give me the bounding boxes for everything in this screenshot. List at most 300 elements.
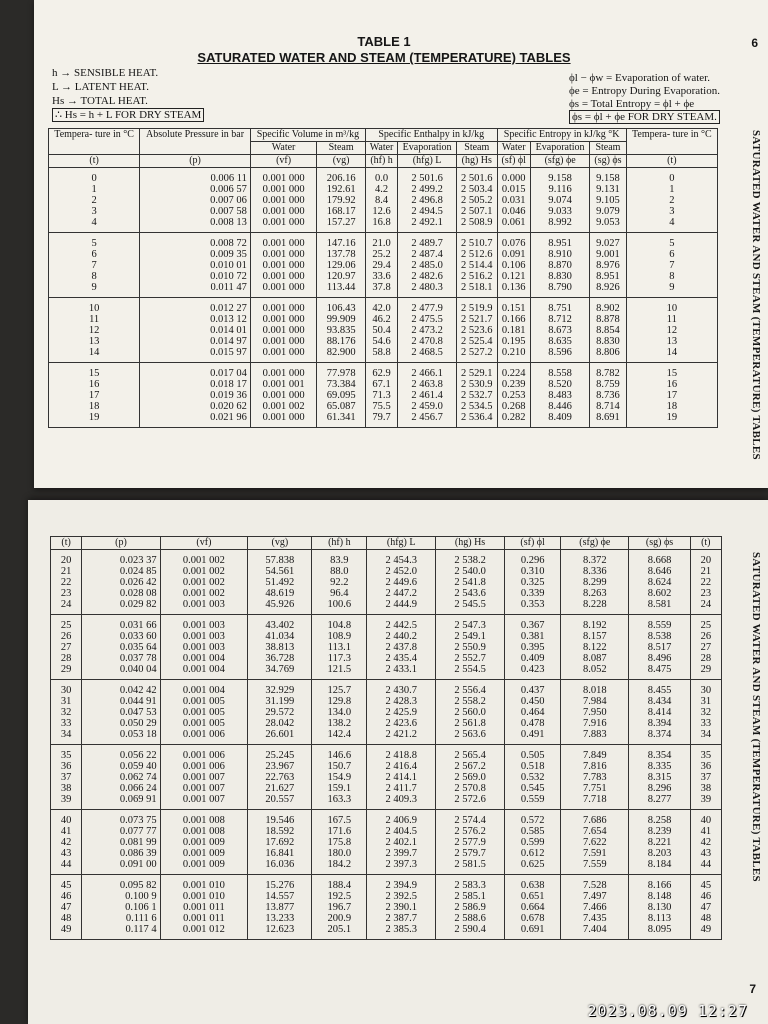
cell-t: 11 <box>49 314 140 325</box>
cell-sg: 8.581 <box>629 599 690 615</box>
cell-vf: 0.001 004 <box>160 664 248 680</box>
cell-sfg: 8.790 <box>530 282 589 298</box>
cell-sf: 0.409 <box>505 653 561 664</box>
cell-sfg: 7.622 <box>561 837 629 848</box>
cell-hf: 0.0 <box>365 168 397 185</box>
cell-sg: 8.315 <box>629 772 690 783</box>
cell-t: 24 <box>51 599 82 615</box>
cell-sg: 8.624 <box>629 577 690 588</box>
table-row <box>51 826 722 837</box>
cell-hg: 2 523.6 <box>457 325 498 336</box>
cell-vg: 192.61 <box>317 184 366 195</box>
cell-sfg: 8.122 <box>561 642 629 653</box>
cell-t: 39 <box>51 794 82 810</box>
cell-sfg: 8.870 <box>530 260 589 271</box>
row-group <box>51 680 722 745</box>
side-title-top: SATURATED WATER AND STEAM (TEMPERATURE) TABLES <box>750 130 762 460</box>
header-sym-hf: (hf) h <box>312 537 367 550</box>
cell-t-right: 38 <box>690 783 721 794</box>
table-row <box>51 718 722 729</box>
cell-p: 0.069 91 <box>82 794 160 810</box>
table-row <box>51 859 722 875</box>
cell-hf: 150.7 <box>312 761 367 772</box>
cell-t-right: 14 <box>626 347 717 363</box>
cell-hfg: 2 390.1 <box>367 902 436 913</box>
cell-t-right: 22 <box>690 577 721 588</box>
cell-sg: 8.277 <box>629 794 690 810</box>
cell-hf: 37.8 <box>365 282 397 298</box>
cell-vg: 34.769 <box>248 664 312 680</box>
cell-p: 0.053 18 <box>82 729 160 745</box>
table-row <box>49 325 718 336</box>
cell-vg: 32.929 <box>248 680 312 697</box>
cell-sg: 8.414 <box>629 707 690 718</box>
cell-vg: 137.78 <box>317 249 366 260</box>
cell-vg: 113.44 <box>317 282 366 298</box>
cell-hg: 2 577.9 <box>436 837 505 848</box>
cell-hfg: 2 447.2 <box>367 588 436 599</box>
cell-vf: 0.001 010 <box>160 875 248 892</box>
cell-vg: 57.838 <box>248 550 312 567</box>
cell-sf: 0.625 <box>505 859 561 875</box>
cell-hg: 2 521.7 <box>457 314 498 325</box>
header-evaporation: Evaporation <box>530 142 589 155</box>
cell-vg: 31.199 <box>248 696 312 707</box>
cell-vg: 147.16 <box>317 233 366 250</box>
cell-hg: 2 505.2 <box>457 195 498 206</box>
cell-hfg: 2 402.1 <box>367 837 436 848</box>
cell-sg: 9.079 <box>590 206 626 217</box>
cell-vg: 13.877 <box>248 902 312 913</box>
cell-sf: 0.559 <box>505 794 561 810</box>
cell-t: 9 <box>49 282 140 298</box>
cell-sg: 8.166 <box>629 875 690 892</box>
table-row <box>51 588 722 599</box>
cell-sf: 0.545 <box>505 783 561 794</box>
table-row <box>51 875 722 892</box>
cell-sf: 0.166 <box>497 314 530 325</box>
cell-t: 2 <box>49 195 140 206</box>
cell-sfg: 8.446 <box>530 401 589 412</box>
cell-sfg: 8.910 <box>530 249 589 260</box>
cell-sf: 0.599 <box>505 837 561 848</box>
cell-vg: 21.627 <box>248 783 312 794</box>
cell-vf: 0.001 004 <box>160 653 248 664</box>
cell-hfg: 2 456.7 <box>398 412 457 428</box>
table-row <box>49 347 718 363</box>
cell-sfg: 7.528 <box>561 875 629 892</box>
table-row <box>51 783 722 794</box>
cell-t-right: 32 <box>690 707 721 718</box>
cell-vf: 0.001 009 <box>160 859 248 875</box>
cell-sf: 0.423 <box>505 664 561 680</box>
table-row <box>49 336 718 347</box>
row-group <box>49 233 718 298</box>
table-row <box>51 550 722 567</box>
cell-sfg: 7.751 <box>561 783 629 794</box>
cell-t: 19 <box>49 412 140 428</box>
cell-hf: 146.6 <box>312 745 367 762</box>
cell-p: 0.021 96 <box>140 412 251 428</box>
cell-hf: 121.5 <box>312 664 367 680</box>
cell-vg: 16.841 <box>248 848 312 859</box>
header-sym-sf: (sf) ϕl <box>497 155 530 168</box>
cell-sf: 0.061 <box>497 217 530 233</box>
cell-hfg: 2 482.6 <box>398 271 457 282</box>
header-sym-t-right: (t) <box>690 537 721 550</box>
cell-hf: 180.0 <box>312 848 367 859</box>
cell-sfg: 8.992 <box>530 217 589 233</box>
cell-sfg: 7.783 <box>561 772 629 783</box>
cell-sg: 8.559 <box>629 615 690 632</box>
cell-hf: 125.7 <box>312 680 367 697</box>
cell-p: 0.011 47 <box>140 282 251 298</box>
legend-line: ϕe = Entropy During Evaporation. <box>569 85 720 97</box>
cell-sf: 0.195 <box>497 336 530 347</box>
cell-vf: 0.001 000 <box>250 412 316 428</box>
cell-sfg: 8.520 <box>530 379 589 390</box>
cell-sg: 8.806 <box>590 347 626 363</box>
cell-hg: 2 567.2 <box>436 761 505 772</box>
cell-t-right: 37 <box>690 772 721 783</box>
table-row <box>49 233 718 250</box>
cell-sf: 0.106 <box>497 260 530 271</box>
row-group <box>51 875 722 940</box>
cell-vg: 15.276 <box>248 875 312 892</box>
legend-line: L → LATENT HEAT. <box>52 81 149 93</box>
side-title-bottom: SATURATED WATER AND STEAM (TEMPERATURE) TABLES <box>750 552 762 882</box>
cell-sg: 8.668 <box>629 550 690 567</box>
cell-sfg: 7.950 <box>561 707 629 718</box>
cell-vf: 0.001 004 <box>160 680 248 697</box>
cell-sg: 8.902 <box>590 298 626 315</box>
table-row <box>51 707 722 718</box>
cell-sg: 8.239 <box>629 826 690 837</box>
cell-vf: 0.001 000 <box>250 184 316 195</box>
cell-vf: 0.001 000 <box>250 195 316 206</box>
cell-sf: 0.325 <box>505 577 561 588</box>
cell-hg: 2 508.9 <box>457 217 498 233</box>
cell-t: 31 <box>51 696 82 707</box>
table-row <box>51 566 722 577</box>
cell-t-right: 47 <box>690 902 721 913</box>
cell-hfg: 2 392.5 <box>367 891 436 902</box>
cell-p: 0.014 01 <box>140 325 251 336</box>
header-sym-hf: (hf) h <box>365 155 397 168</box>
header-sym-vg: (vg) <box>248 537 312 550</box>
cell-vg: 51.492 <box>248 577 312 588</box>
cell-sf: 0.339 <box>505 588 561 599</box>
header-sym-hfg: (hfg) L <box>367 537 436 550</box>
cell-vf: 0.001 002 <box>160 550 248 567</box>
cell-hg: 2 563.6 <box>436 729 505 745</box>
cell-hg: 2 565.4 <box>436 745 505 762</box>
cell-vf: 0.001 003 <box>160 599 248 615</box>
cell-sfg: 8.830 <box>530 271 589 282</box>
steam-table-top <box>48 128 718 428</box>
table-row <box>51 599 722 615</box>
cell-hg: 2 569.0 <box>436 772 505 783</box>
cell-hfg: 2 437.8 <box>367 642 436 653</box>
cell-t-right: 48 <box>690 913 721 924</box>
cell-vg: 17.692 <box>248 837 312 848</box>
cell-vg: 45.926 <box>248 599 312 615</box>
cell-sf: 0.310 <box>505 566 561 577</box>
cell-vg: 48.619 <box>248 588 312 599</box>
cell-vf: 0.001 005 <box>160 718 248 729</box>
cell-p: 0.033 60 <box>82 631 160 642</box>
cell-hf: 138.2 <box>312 718 367 729</box>
header-sym-p: (p) <box>140 155 251 168</box>
cell-sfg: 8.263 <box>561 588 629 599</box>
cell-vg: 61.341 <box>317 412 366 428</box>
cell-sfg: 7.816 <box>561 761 629 772</box>
cell-hfg: 2 480.3 <box>398 282 457 298</box>
cell-t-right: 16 <box>626 379 717 390</box>
cell-sg: 9.001 <box>590 249 626 260</box>
cell-p: 0.086 39 <box>82 848 160 859</box>
cell-sfg: 7.849 <box>561 745 629 762</box>
cell-p: 0.077 77 <box>82 826 160 837</box>
cell-t-right: 24 <box>690 599 721 615</box>
cell-hg: 2 558.2 <box>436 696 505 707</box>
cell-sfg: 7.718 <box>561 794 629 810</box>
cell-sg: 8.296 <box>629 783 690 794</box>
cell-hfg: 2 414.1 <box>367 772 436 783</box>
header-sym-sg: (sg) ϕs <box>629 537 690 550</box>
cell-p: 0.020 62 <box>140 401 251 412</box>
cell-sf: 0.091 <box>497 249 530 260</box>
cell-vf: 0.001 002 <box>160 566 248 577</box>
cell-sfg: 7.591 <box>561 848 629 859</box>
cell-sfg: 7.654 <box>561 826 629 837</box>
cell-p: 0.024 85 <box>82 566 160 577</box>
cell-sfg: 8.336 <box>561 566 629 577</box>
table-row <box>49 260 718 271</box>
cell-sfg: 7.466 <box>561 902 629 913</box>
cell-vg: 19.546 <box>248 810 312 827</box>
header-sym-sf: (sf) ϕl <box>505 537 561 550</box>
cell-sf: 0.518 <box>505 761 561 772</box>
row-group <box>49 363 718 428</box>
cell-hfg: 2 435.4 <box>367 653 436 664</box>
table-row <box>49 390 718 401</box>
cell-sg: 8.759 <box>590 379 626 390</box>
cell-hfg: 2 454.3 <box>367 550 436 567</box>
cell-hg: 2 549.1 <box>436 631 505 642</box>
table-row <box>51 913 722 924</box>
table-row <box>49 412 718 428</box>
cell-hfg: 2 449.6 <box>367 577 436 588</box>
cell-t: 13 <box>49 336 140 347</box>
cell-p: 0.062 74 <box>82 772 160 783</box>
cell-hg: 2 530.9 <box>457 379 498 390</box>
cell-hf: 21.0 <box>365 233 397 250</box>
cell-hfg: 2 430.7 <box>367 680 436 697</box>
cell-vg: 206.16 <box>317 168 366 185</box>
table-row <box>49 363 718 380</box>
cell-sf: 0.678 <box>505 913 561 924</box>
cell-hg: 2 529.1 <box>457 363 498 380</box>
table-row <box>51 891 722 902</box>
cell-sf: 0.268 <box>497 401 530 412</box>
cell-hfg: 2 385.3 <box>367 924 436 940</box>
cell-t-right: 42 <box>690 837 721 848</box>
cell-sfg: 8.192 <box>561 615 629 632</box>
table-row <box>51 794 722 810</box>
cell-hfg: 2 501.6 <box>398 168 457 185</box>
cell-t-right: 9 <box>626 282 717 298</box>
cell-hf: 184.2 <box>312 859 367 875</box>
cell-t: 32 <box>51 707 82 718</box>
cell-vg: 168.17 <box>317 206 366 217</box>
cell-sf: 0.491 <box>505 729 561 745</box>
cell-sf: 0.253 <box>497 390 530 401</box>
cell-sf: 0.282 <box>497 412 530 428</box>
table-row <box>51 631 722 642</box>
cell-sf: 0.210 <box>497 347 530 363</box>
header-enthalpy: Specific Enthalpy in kJ/kg <box>365 129 497 142</box>
cell-hg: 2 588.6 <box>436 913 505 924</box>
cell-hg: 2 576.2 <box>436 826 505 837</box>
cell-sfg: 8.951 <box>530 233 589 250</box>
cell-sf: 0.224 <box>497 363 530 380</box>
cell-t: 22 <box>51 577 82 588</box>
cell-t: 33 <box>51 718 82 729</box>
cell-t: 23 <box>51 588 82 599</box>
cell-vf: 0.001 000 <box>250 314 316 325</box>
cell-hg: 2 525.4 <box>457 336 498 347</box>
cell-sf: 0.638 <box>505 875 561 892</box>
cell-t: 10 <box>49 298 140 315</box>
cell-sg: 9.158 <box>590 168 626 185</box>
cell-sg: 9.053 <box>590 217 626 233</box>
cell-hfg: 2 496.8 <box>398 195 457 206</box>
cell-sf: 0.478 <box>505 718 561 729</box>
camera-timestamp: 2023.08.09 12:27 <box>587 1002 748 1020</box>
cell-t-right: 6 <box>626 249 717 260</box>
cell-sg: 8.854 <box>590 325 626 336</box>
cell-t-right: 25 <box>690 615 721 632</box>
cell-sfg: 8.483 <box>530 390 589 401</box>
header-steam: Steam <box>590 142 626 155</box>
cell-sf: 0.651 <box>505 891 561 902</box>
cell-hg: 2 516.2 <box>457 271 498 282</box>
header-sym-vf: (vf) <box>160 537 248 550</box>
cell-hg: 2 581.5 <box>436 859 505 875</box>
cell-hg: 2 554.5 <box>436 664 505 680</box>
cell-vf: 0.001 000 <box>250 271 316 282</box>
cell-t: 45 <box>51 875 82 892</box>
cell-vg: 23.967 <box>248 761 312 772</box>
cell-hf: 175.8 <box>312 837 367 848</box>
cell-t-right: 43 <box>690 848 721 859</box>
cell-p: 0.006 11 <box>140 168 251 185</box>
row-group <box>51 810 722 875</box>
cell-hf: 200.9 <box>312 913 367 924</box>
cell-sg: 8.394 <box>629 718 690 729</box>
cell-vg: 26.601 <box>248 729 312 745</box>
cell-t: 48 <box>51 913 82 924</box>
cell-hf: 129.8 <box>312 696 367 707</box>
cell-hf: 12.6 <box>365 206 397 217</box>
header-sym-t: (t) <box>49 155 140 168</box>
row-group <box>51 550 722 615</box>
cell-hf: 67.1 <box>365 379 397 390</box>
cell-vf: 0.001 000 <box>250 282 316 298</box>
header-pressure: Absolute Pressure in bar <box>140 129 251 155</box>
cell-t: 20 <box>51 550 82 567</box>
cell-t-right: 27 <box>690 642 721 653</box>
cell-t-right: 5 <box>626 233 717 250</box>
table-row <box>51 761 722 772</box>
cell-t-right: 13 <box>626 336 717 347</box>
cell-hfg: 2 473.2 <box>398 325 457 336</box>
cell-hf: 100.6 <box>312 599 367 615</box>
cell-t-right: 3 <box>626 206 717 217</box>
cell-p: 0.013 12 <box>140 314 251 325</box>
header-evaporation: Evaporation <box>398 142 457 155</box>
cell-hf: 108.9 <box>312 631 367 642</box>
cell-t: 37 <box>51 772 82 783</box>
cell-hf: 159.1 <box>312 783 367 794</box>
cell-sfg: 8.751 <box>530 298 589 315</box>
cell-p: 0.019 36 <box>140 390 251 401</box>
cell-p: 0.047 53 <box>82 707 160 718</box>
cell-vf: 0.001 006 <box>160 729 248 745</box>
cell-hf: 75.5 <box>365 401 397 412</box>
legend-line: ϕs = Total Entropy = ϕl + ϕe <box>569 98 695 110</box>
cell-t: 27 <box>51 642 82 653</box>
header-sym-sfg: (sfg) ϕe <box>561 537 629 550</box>
cell-t: 41 <box>51 826 82 837</box>
cell-hg: 2 538.2 <box>436 550 505 567</box>
table-row <box>51 642 722 653</box>
cell-vf: 0.001 003 <box>160 615 248 632</box>
cell-vf: 0.001 000 <box>250 206 316 217</box>
cell-hg: 2 579.7 <box>436 848 505 859</box>
cell-sg: 9.027 <box>590 233 626 250</box>
cell-sfg: 8.299 <box>561 577 629 588</box>
cell-t: 3 <box>49 206 140 217</box>
cell-sf: 0.136 <box>497 282 530 298</box>
cell-p: 0.073 75 <box>82 810 160 827</box>
cell-hfg: 2 406.9 <box>367 810 436 827</box>
cell-hf: 54.6 <box>365 336 397 347</box>
cell-hf: 58.8 <box>365 347 397 363</box>
cell-p: 0.028 08 <box>82 588 160 599</box>
cell-hf: 96.4 <box>312 588 367 599</box>
header-sym-hg: (hg) Hs <box>457 155 498 168</box>
cell-hfg: 2 452.0 <box>367 566 436 577</box>
cell-hf: 29.4 <box>365 260 397 271</box>
cell-sfg: 8.635 <box>530 336 589 347</box>
cell-t-right: 31 <box>690 696 721 707</box>
cell-p: 0.023 37 <box>82 550 160 567</box>
cell-t: 15 <box>49 363 140 380</box>
cell-t: 1 <box>49 184 140 195</box>
cell-hfg: 2 416.4 <box>367 761 436 772</box>
legend-line: ϕl − ϕw = Evaporation of water. <box>569 72 710 84</box>
cell-hf: 71.3 <box>365 390 397 401</box>
cell-vf: 0.001 000 <box>250 298 316 315</box>
cell-vg: 12.623 <box>248 924 312 940</box>
cell-t-right: 28 <box>690 653 721 664</box>
cell-t-right: 45 <box>690 875 721 892</box>
cell-vf: 0.001 005 <box>160 707 248 718</box>
header-sym-hg: (hg) Hs <box>436 537 505 550</box>
cell-hfg: 2 440.2 <box>367 631 436 642</box>
